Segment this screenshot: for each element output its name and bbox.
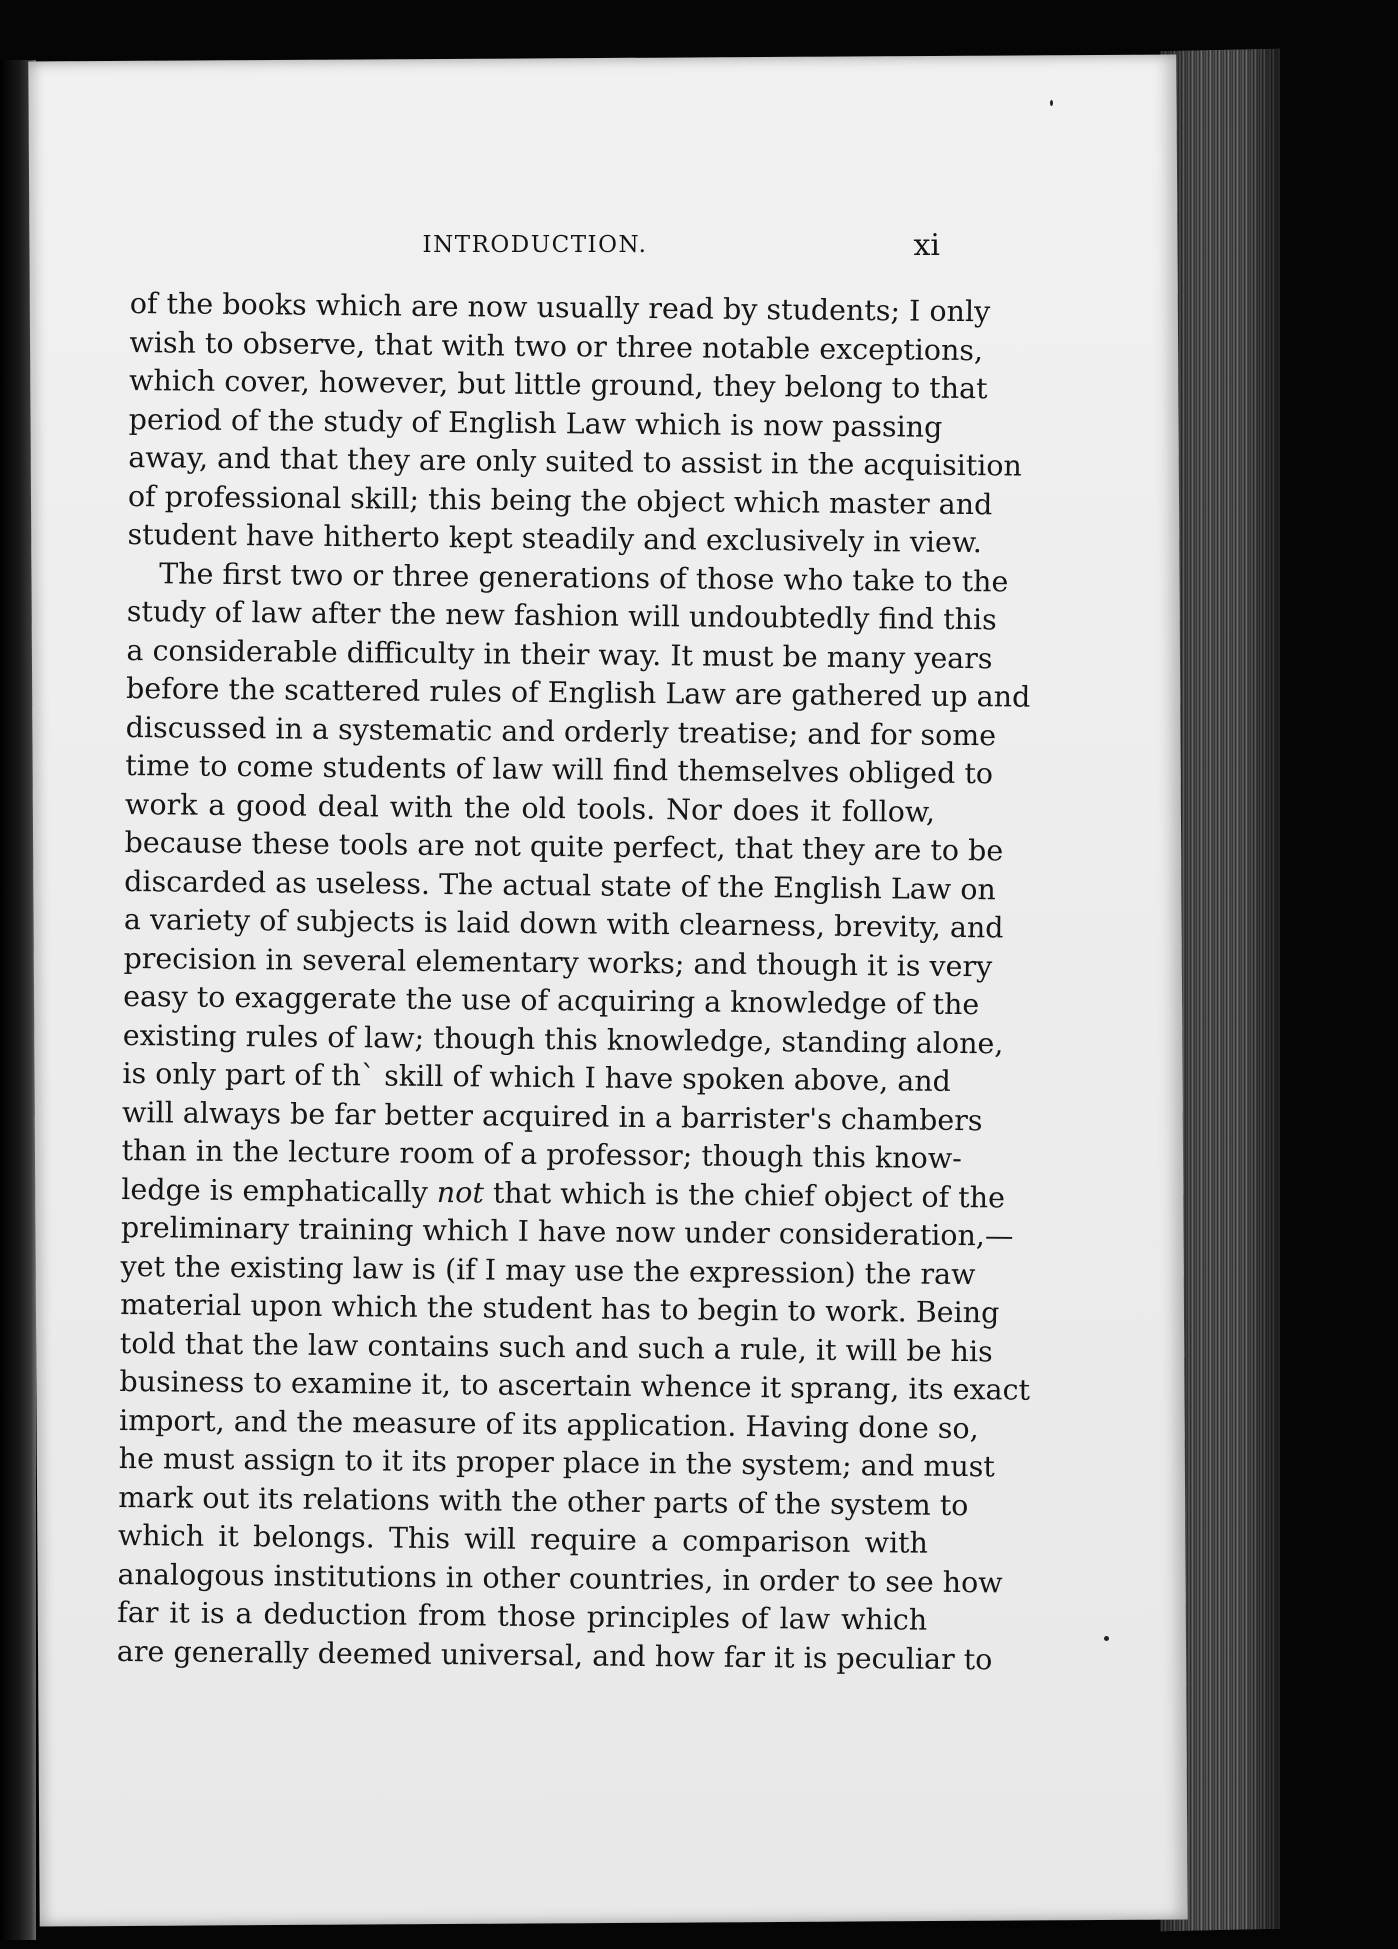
text-line: business to examine it, to ascertain whence it sprang, its exact	[119, 1364, 1031, 1407]
text-line: far it is a deduction from those principles of law which	[117, 1595, 928, 1637]
page-number: xi	[913, 228, 940, 263]
scan-speck	[1050, 100, 1053, 106]
text-segment: ledge is emphatically	[121, 1172, 428, 1209]
text-line: discussed in a systematic and orderly treatise; and for some	[125, 710, 997, 752]
text-line: than in the lecture room of a professor; though this know-	[121, 1133, 962, 1176]
scan-speck	[1104, 1636, 1109, 1641]
text-line: easy to exaggerate the use of acquiring a knowledge of the	[123, 979, 980, 1022]
text-line: of the books which are now usually read by students; I only	[129, 286, 991, 329]
text-line: material upon which the student has to begin to work. Being	[120, 1287, 1000, 1330]
text-line: of professional skill; this being the object which master and	[127, 479, 993, 521]
text-line: work a good deal with the old tools. Nor does it follow,	[124, 787, 936, 829]
text-line: which cover, however, but little ground, they belong to that	[128, 363, 988, 406]
text-line: told that the law contains such and such a rule, it will be his	[119, 1326, 993, 1368]
text-line: The first two or three generations of those who take to the	[159, 556, 1009, 598]
text-line: before the scattered rules of English Law are gathered up and	[125, 671, 1031, 714]
text-line: he must assign to it its proper place in the system; and must	[118, 1441, 996, 1484]
text-line: student have hitherto kept steadily and exclusively in view.	[127, 517, 983, 560]
text-line: which it belongs. This will require a comparison with	[117, 1518, 929, 1560]
text-line: preliminary training which I have now under consideration,—	[120, 1210, 1014, 1253]
text-line: study of law after the new fashion will undoubtedly find this	[126, 594, 997, 637]
running-head	[130, 228, 940, 272]
text-line: a variety of subjects is laid down with clearness, brevity, and	[123, 902, 1004, 945]
text-line: is only part of th` skill of which I have spoken above, and	[122, 1056, 952, 1098]
text-line: period of the study of English Law which is now passing	[128, 402, 943, 444]
running-head-title: INTRODUCTION.	[422, 232, 648, 258]
text-segment: that which is the chief object of the	[492, 1176, 1006, 1214]
emphasis-not: not	[436, 1175, 485, 1209]
text-line: existing rules of law; though this knowledge, standing alone,	[122, 1018, 1004, 1060]
text-line: import, and the measure of its application. Having done so,	[118, 1403, 979, 1445]
text-line: will always be far better acquired in a barrister's chambers	[121, 1095, 983, 1137]
text-line: yet the existing law is (if I may use the expression) the raw	[120, 1249, 976, 1291]
text-line: discarded as useless. The actual state of the English Law on	[124, 864, 996, 906]
text-line: analogous institutions in other countries, in order to see how	[117, 1557, 1003, 1599]
text-line: a considerable difficulty in their way. It must be many years	[126, 633, 993, 675]
text-line: away, and that they are only suited to assist in the acquisition	[128, 440, 1023, 483]
text-line: time to come students of law will find themselves obliged to	[125, 748, 994, 791]
text-line: wish to observe, that with two or three notable exceptions,	[129, 325, 984, 367]
text-line: because these tools are not quite perfect, that they are to be	[124, 825, 1004, 868]
body-text	[116, 285, 1031, 1679]
text-line: precision in several elementary works; and though it is very	[123, 941, 993, 983]
text-line: are generally deemed universal, and how far it is peculiar to	[116, 1634, 993, 1676]
text-line: mark out its relations with the other parts of the system to	[118, 1480, 969, 1522]
